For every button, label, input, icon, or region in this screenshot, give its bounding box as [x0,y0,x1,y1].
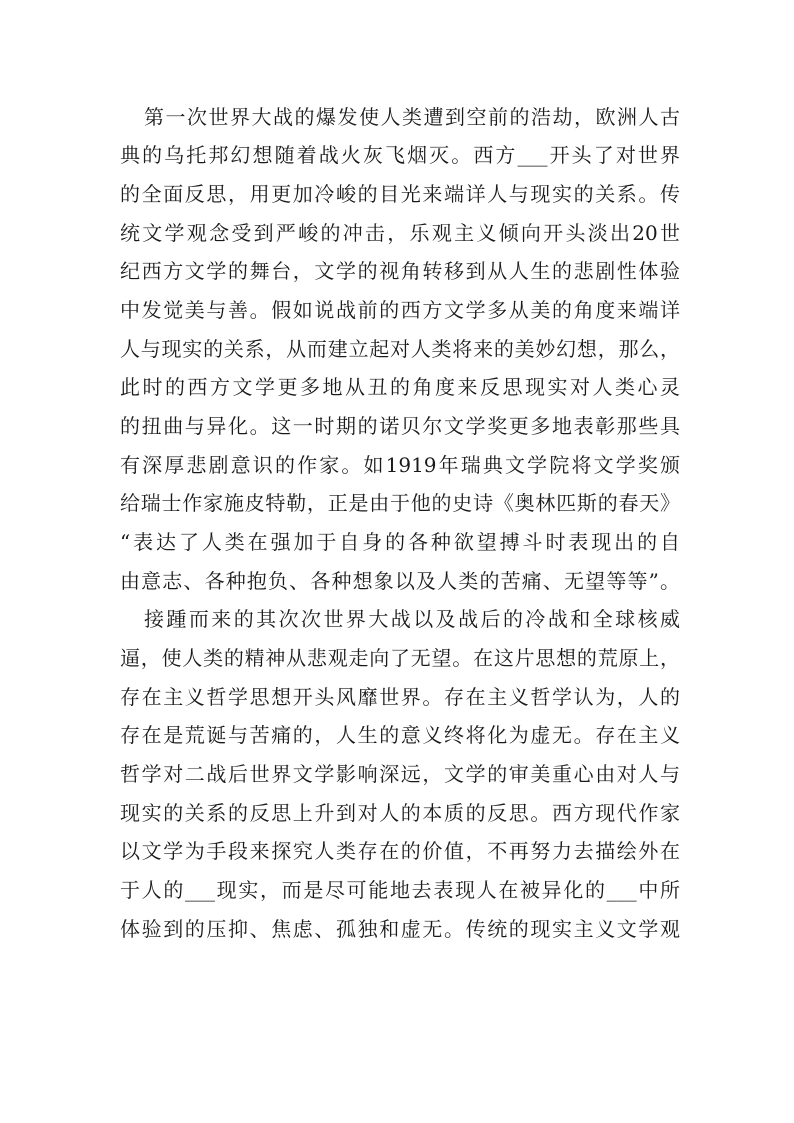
text-line: 现实的关系的反思上升到对人的本质的反思。西方现代作家 [120,801,680,825]
text-line: 给瑞士作家施皮特勒，正是由于他的史诗《奥林匹斯的春天》 [120,491,680,515]
text-line: 第一次世界大战的爆发使人类遭到空前的浩劫，欧洲人古 [144,105,680,129]
text-line: 有深厚悲剧意识的作家。如1919年瑞典文学院将文学奖颁 [120,453,680,477]
text-line: 以文学为手段来探究人类存在的价值，不再努力去描绘外在 [120,839,680,863]
text-line: 存在是荒诞与苦痛的，人生的意义终将化为虚无。存在主义 [120,723,680,747]
text-line: 典的乌托邦幻想随着战火灰飞烟灭。西方___开头了对世界 [120,143,680,167]
text-line: 中发觉美与善。假如说战前的西方文学多从美的角度来端详 [120,298,680,322]
text-line: 人与现实的关系，从而建立起对人类将来的美妙幻想，那么， [120,337,680,361]
text-line: 统文学观念受到严峻的冲击，乐观主义倾向开头淡出20世 [120,221,680,245]
text-line: 存在主义哲学思想开头风靡世界。存在主义哲学认为，人的 [120,685,680,709]
text-line: 此时的西方文学更多地从丑的角度来反思现实对人类心灵 [120,375,680,399]
text-line: 的扭曲与异化。这一时期的诺贝尔文学奖更多地表彰那些具 [120,414,680,438]
text-line: 的全面反思，用更加冷峻的目光来端详人与现实的关系。传 [120,182,680,206]
text-line: 接踵而来的其次次世界大战以及战后的冷战和全球核威 [144,607,680,631]
text-line: 哲学对二战后世界文学影响深远，文学的审美重心由对人与 [120,762,680,786]
text-line: 于人的___现实，而是尽可能地去表现人在被异化的___中所 [120,878,680,902]
text-line: 由意志、各种抱负、各种想象以及人类的苦痛、无望等等”。 [120,569,680,593]
text-line: 纪西方文学的舞台，文学的视角转移到从人生的悲剧性体验 [120,259,680,283]
text-line: “表达了人类在强加于自身的各种欲望搏斗时表现出的自 [120,530,680,554]
text-line: 逼，使人类的精神从悲观走向了无望。在这片思想的荒原上， [120,646,680,670]
text-line: 体验到的压抑、焦虑、孤独和虚无。传统的现实主义文学观 [120,917,680,941]
